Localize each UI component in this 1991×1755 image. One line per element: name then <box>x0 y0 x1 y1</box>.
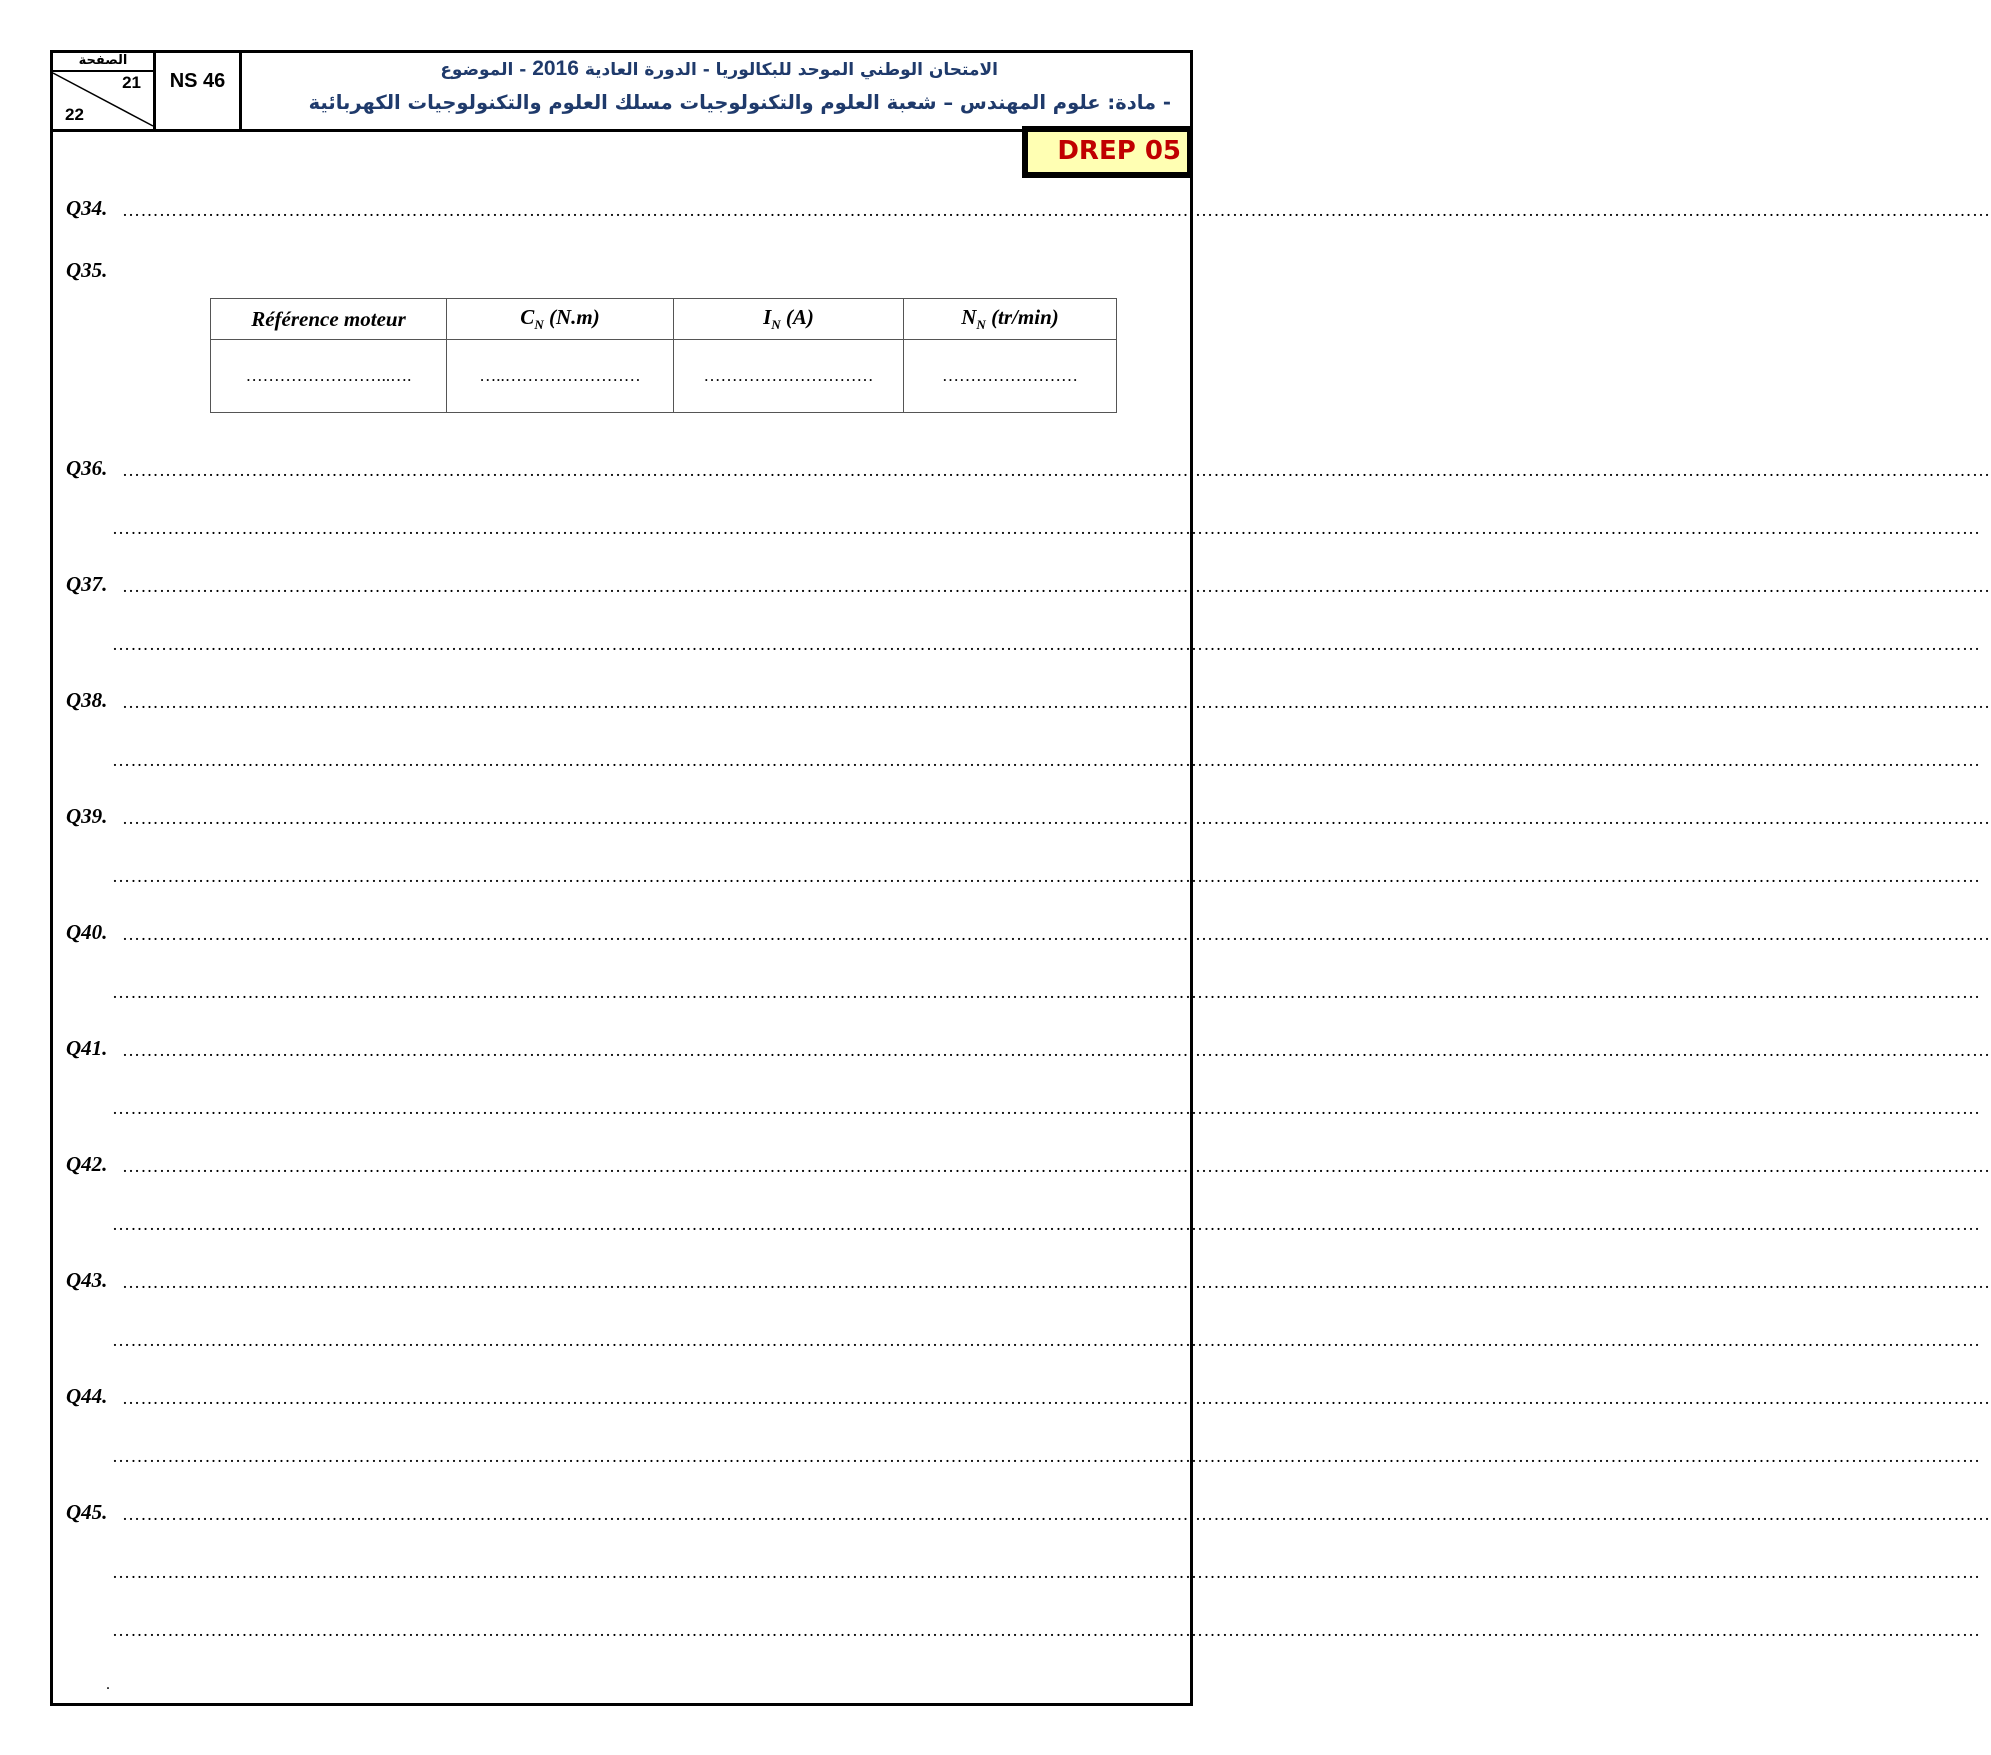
col-header-current: $I_N$ (A) <box>674 299 904 340</box>
answer-line[interactable]: …………………………………………………………………………………………………………………………………………………………………………………………………………………………………………………………………………… <box>122 1504 1991 1524</box>
answer-line[interactable]: …………………………………………………………………………………………………………………………………………………………………………………………………………………………………………………………………………… <box>122 1040 1991 1060</box>
answer-line[interactable]: …………………………………………………………………………………………………………………………………………………………………………………………………………………………………………………………………………… <box>112 750 1981 770</box>
header-titles <box>243 53 1183 129</box>
question-label: Q41. <box>66 1036 108 1060</box>
answer-line[interactable]: …………………………………………………………………………………………………………………………………………………………………………………………………………………………………………………………………………… <box>122 808 1991 828</box>
page-number: 21 <box>122 73 141 92</box>
subject-title: - مادة: علوم المهندس – شعبة العلوم والتكنولوجيات مسلك العلوم والتكنولوجيات الكهربائية <box>308 91 1171 114</box>
col-header-torque: $C_N$ (N.m) <box>447 299 674 340</box>
answer-line[interactable]: …………………………………………………………………………………………………………………………………………………………………………………………………………………………………………………………………………… <box>112 1620 1981 1640</box>
answer-line[interactable]: …………………………………………………………………………………………………………………………………………………………………………………………………………………………………………………………………………… <box>112 1562 1981 1582</box>
answer-line[interactable]: …………………………………………………………………………………………………………………………………………………………………………………………………………………………………………………………………………… <box>112 1098 1981 1118</box>
answer-cell-current[interactable]: ………………………… <box>674 340 904 413</box>
answer-line[interactable]: …………………………………………………………………………………………………………………………………………………………………………………………………………………………………………………………………………… <box>112 518 1981 538</box>
question-label: Q42. <box>66 1152 108 1176</box>
exam-year: 2016 <box>532 57 579 80</box>
page-number-box <box>53 53 156 129</box>
page-label: الصفحة <box>53 53 153 72</box>
col-header-speed: $N_N$ (tr/min) <box>904 299 1117 340</box>
page-total: 22 <box>65 105 84 124</box>
answer-line[interactable]: …………………………………………………………………………………………………………………………………………………………………………………………………………………………………………………………………………… <box>112 982 1981 1002</box>
exam-code: NS 46 <box>156 53 242 129</box>
answer-line[interactable]: …………………………………………………………………………………………………………………………………………………………………………………………………………………………………………………………………………… <box>122 1272 1991 1292</box>
answer-cell-reference[interactable]: ……………………..…. <box>211 340 447 413</box>
answer-line[interactable]: …………………………………………………………………………………………………………………………………………………………………………………………………………………………………………………………………………… <box>122 576 1991 596</box>
answer-line[interactable]: …………………………………………………………………………………………………………………………………………………………………………………………………………………………………………………………………………… <box>112 866 1981 886</box>
answer-line[interactable]: …………………………………………………………………………………………………………………………………………………………………………………………………………………………………………………………………………… <box>122 200 1991 220</box>
exam-title <box>440 57 998 81</box>
question-label: Q34. <box>66 196 108 220</box>
table-row <box>211 340 1117 413</box>
question-label: Q39. <box>66 804 108 828</box>
question-label: Q44. <box>66 1384 108 1408</box>
answer-line[interactable]: …………………………………………………………………………………………………………………………………………………………………………………………………………………………………………………………………………… <box>112 1330 1981 1350</box>
answer-line[interactable]: …………………………………………………………………………………………………………………………………………………………………………………………………………………………………………………………………………… <box>112 1214 1981 1234</box>
question-label: Q36. <box>66 456 108 480</box>
answer-cell-speed[interactable]: …………………… <box>904 340 1117 413</box>
table-header-row <box>211 299 1117 340</box>
footer-mark: . <box>106 1676 110 1693</box>
answer-cell-torque[interactable]: …..…………………… <box>447 340 674 413</box>
motor-table <box>210 298 1117 413</box>
question-label: Q40. <box>66 920 108 944</box>
doc-ref-badge <box>1022 126 1193 178</box>
answer-line[interactable]: …………………………………………………………………………………………………………………………………………………………………………………………………………………………………………………………………………… <box>122 460 1991 480</box>
answer-line[interactable]: …………………………………………………………………………………………………………………………………………………………………………………………………………………………………………………………………………… <box>112 1446 1981 1466</box>
question-label: Q35. <box>66 258 108 282</box>
question-label: Q43. <box>66 1268 108 1292</box>
question-label: Q38. <box>66 688 108 712</box>
answer-line[interactable]: …………………………………………………………………………………………………………………………………………………………………………………………………………………………………………………………………………… <box>122 1156 1991 1176</box>
answer-line[interactable]: …………………………………………………………………………………………………………………………………………………………………………………………………………………………………………………………………………… <box>112 634 1981 654</box>
question-label: Q37. <box>66 572 108 596</box>
exam-title-text: الامتحان الوطني الموحد للبكالوريا - الدورة العادية <box>584 60 998 80</box>
answer-line[interactable]: …………………………………………………………………………………………………………………………………………………………………………………………………………………………………………………………………………… <box>122 1388 1991 1408</box>
answer-line[interactable]: …………………………………………………………………………………………………………………………………………………………………………………………………………………………………………………………………………… <box>122 924 1991 944</box>
exam-title-end: - الموضوع <box>440 60 527 80</box>
page-header <box>53 53 1190 132</box>
question-label: Q45. <box>66 1500 108 1524</box>
answer-line[interactable]: …………………………………………………………………………………………………………………………………………………………………………………………………………………………………………………………………………… <box>122 692 1991 712</box>
col-header-reference: Référence moteur <box>211 299 447 340</box>
doc-ref-label: DREP 05 <box>1027 131 1188 173</box>
